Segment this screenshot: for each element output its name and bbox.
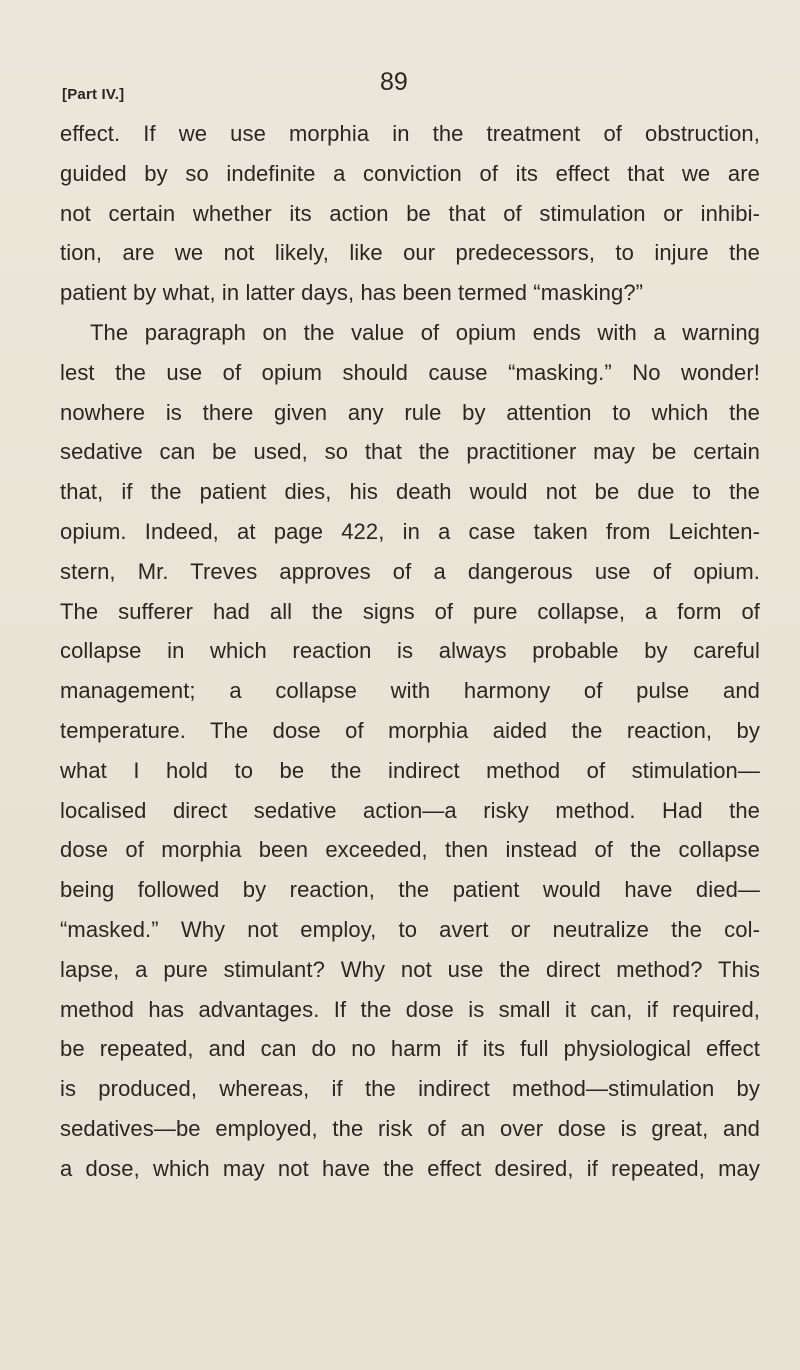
text-line: not certain whether its action be that of stimulation or inhibi- <box>60 200 760 226</box>
text-line: collapse in which reaction is always probable by careful <box>60 638 760 664</box>
text-line: “masked.” Why not employ, to avert or neutralize the col- <box>60 916 760 942</box>
text-line: opium. Indeed, at page 422, in a case taken from Leichten- <box>60 518 760 544</box>
text-line: lest the use of opium should cause “masking.” No wonder! <box>60 359 760 385</box>
body-text <box>60 114 760 1189</box>
text-line: is produced, whereas, if the indirect method—stimulation by <box>60 1076 760 1102</box>
text-line: method has advantages. If the dose is small it can, if required, <box>60 996 760 1022</box>
text-line: being followed by reaction, the patient would have died— <box>60 877 760 903</box>
text-line: dose of morphia been exceeded, then instead of the collapse <box>60 837 760 863</box>
page-header <box>62 68 752 114</box>
text-line: guided by so indefinite a conviction of its effect that we are <box>60 160 760 186</box>
text-line: lapse, a pure stimulant? Why not use the direct method? This <box>60 956 760 982</box>
text-line: tion, are we not likely, like our predecessors, to injure the <box>60 240 760 266</box>
text-line: The sufferer had all the signs of pure collapse, a form of <box>60 598 760 624</box>
text-line: management; a collapse with harmony of pulse and <box>60 678 760 704</box>
text-line: patient by what, in latter days, has been termed “masking?” <box>60 280 644 306</box>
text-line: stern, Mr. Treves approves of a dangerous use of opium. <box>60 558 760 584</box>
text-line: sedatives—be employed, the risk of an over dose is great, and <box>60 1115 760 1141</box>
text-line: temperature. The dose of morphia aided the reaction, by <box>60 717 760 743</box>
text-line: effect. If we use morphia in the treatment of obstruction, <box>60 121 760 146</box>
text-line: localised direct sedative action—a risky method. Had the <box>60 797 760 823</box>
text-line: be repeated, and can do no harm if its full physiological effect <box>60 1036 760 1062</box>
text-line: what I hold to be the indirect method of stimulation— <box>60 757 760 783</box>
text-line: a dose, which may not have the effect desired, if repeated, may <box>60 1155 760 1181</box>
text-line: that, if the patient dies, his death would not be due to the <box>60 479 760 505</box>
text-line: The paragraph on the value of opium ends with a warning <box>90 319 760 345</box>
text-line: nowhere is there given any rule by attention to which the <box>60 399 760 425</box>
page-number: 89 <box>380 68 408 96</box>
text-line: sedative can be used, so that the practitioner may be certain <box>60 439 760 465</box>
part-label: [Part IV.] <box>62 86 125 103</box>
